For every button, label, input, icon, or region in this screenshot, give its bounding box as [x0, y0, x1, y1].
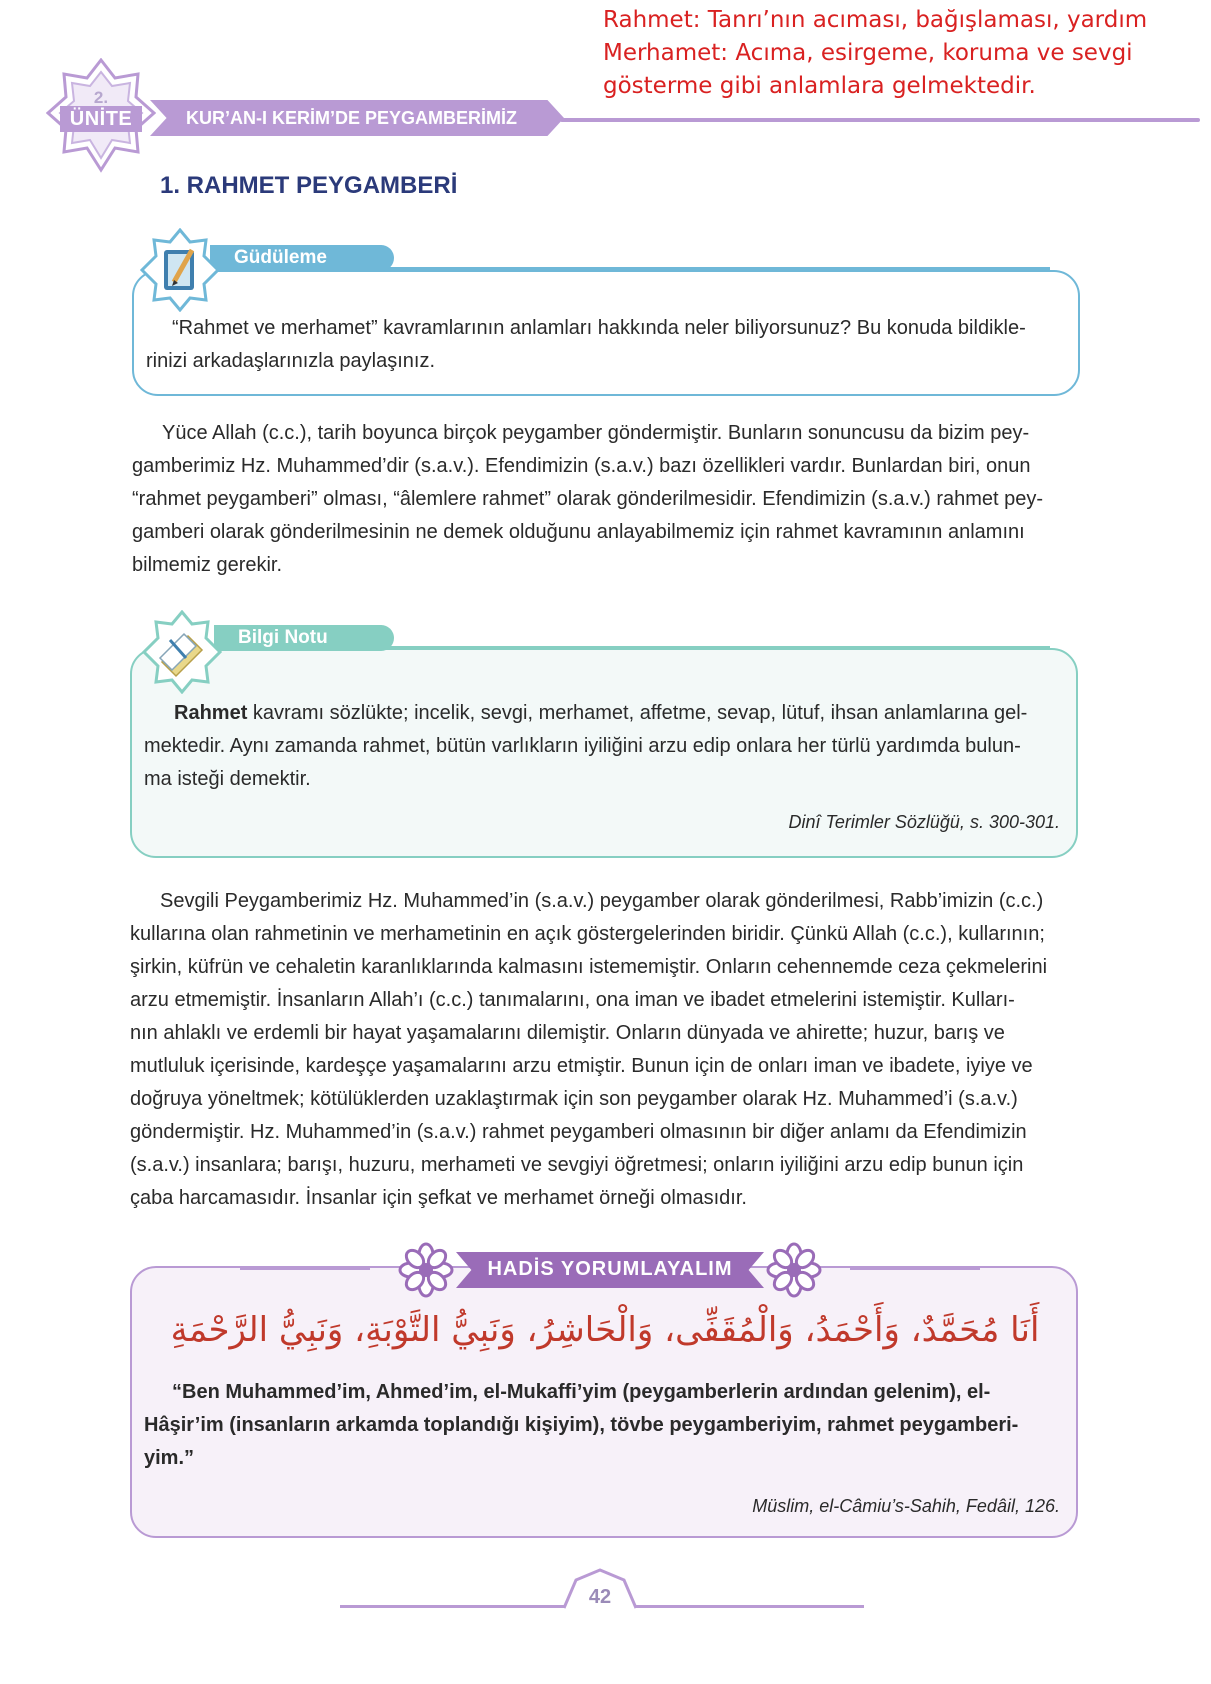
- text-line: [144, 697, 1064, 730]
- note-paper-icon: [140, 610, 224, 694]
- body-paragraph: [130, 885, 1074, 1215]
- footer-line-right: [634, 1605, 864, 1608]
- bilgi-notu-tab-line: [360, 646, 1050, 649]
- text-line: “rahmet peygamberi” olması, “âlemlere rahmet” olarak gönderilmesidir. Efendimizin (s.a.v.) rahmet pey-: [132, 488, 1044, 510]
- guduleme-text: [146, 312, 1058, 378]
- text-line: gamberi olarak gönderilmesinin ne demek olduğunu anlayabilmemiz için rahmet kavramının anlamını: [132, 521, 1025, 543]
- text-line: Yüce Allah (c.c.), tarih boyunca birçok peygamber göndermiştir. Bunların sonuncusu da bizim pey-: [162, 422, 1030, 444]
- text-line: şirkin, küfrün ve cehaletin karanlıklarında kalmasını istememiştir. Onların cehennemde ceza çekmelerini: [130, 956, 1048, 978]
- text-line: mektedir. Aynı zamanda rahmet, bütün varlıkların iyiliğini arzu edip onlara her türlü yardımda bulun-: [144, 735, 1021, 757]
- text-line: “Rahmet ve merhamet” kavramlarının anlamları hakkında neler biliyorsunuz? Bu konuda bildikle-: [172, 317, 1026, 339]
- note-line: Merhamet: Acıma, esirgeme, koruma ve sevgi: [603, 40, 1133, 66]
- text-line: doğruya yöneltmek; kötülüklerden uzaklaştırmak için son peygamber olarak Hz. Muhammed’i (s.a.v.): [130, 1088, 1018, 1110]
- bilgi-notu-source: Dinî Terimler Sözlüğü, s. 300-301.: [788, 812, 1060, 832]
- text-line: ma isteği demektir.: [144, 768, 311, 790]
- unit-title: KUR’AN-I KERİM’DE PEYGAMBERİMİZ: [186, 108, 518, 128]
- unit-label: ÜNİTE: [69, 108, 133, 130]
- text-line: rinizi arkadaşlarınızla paylaşınız.: [146, 350, 436, 372]
- bilgi-notu-text: [144, 697, 1064, 796]
- unit-number: 2.: [93, 88, 109, 107]
- text-line: arzu etmemiştir. İnsanların Allah’ı (c.c.) tanımalarını, ona iman ve ibadet etmelerini istemiştir. Kulları-: [130, 989, 1015, 1011]
- text-line: (s.a.v.) insanlara; barışı, huzuru, merhameti ve sevgiyi öğretmesi; onların iyiliğini arzu edip bunun için: [130, 1154, 1024, 1176]
- text-line: mutluluk içerisinde, kardeşçe yaşamalarını arzu etmiştir. Bunun için de onları iman ve ibadete, iyiye ve: [130, 1055, 1033, 1077]
- text-line: bilmemiz gerekir.: [132, 554, 283, 576]
- text-line: nın ahlaklı ve erdemli bir hayat yaşamalarını dilemiştir. Onların dünyada ve ahirette; huzur, barış ve: [130, 1022, 1005, 1044]
- text-line: Hâşir’im (insanların arkamda toplandığı kişiyim), tövbe peygamberiyim, rahmet peygamberi-: [144, 1414, 1019, 1436]
- text-span: kavramı sözlükte; incelik, sevgi, merhamet, affetme, sevap, lütuf, ihsan anlamlarına gel-: [247, 702, 1028, 724]
- footer-line-left: [340, 1605, 566, 1608]
- bold-term: Rahmet: [174, 702, 248, 724]
- text-line: “Ben Muhammed’im, Ahmed’im, el-Mukaffi’yim (peygamberlerin ardından gelenim), el-: [172, 1381, 991, 1403]
- text-line: çaba harcamasıdır. İnsanlar için şefkat ve merhamet örneği olmasıdır.: [130, 1187, 747, 1209]
- text-line: gamberimiz Hz. Muhammed’dir (s.a.v.). Efendimizin (s.a.v.) bazı özellikleri vardır. Bunlardan biri, onun: [132, 455, 1031, 477]
- flower-ornament-icon: [766, 1242, 822, 1298]
- flower-ornament-icon: [398, 1242, 454, 1298]
- guduleme-title: Güdüleme: [210, 245, 394, 271]
- hadis-arabic: أَنَا مُحَمَّدٌ، وَأَحْمَدُ، وَالْمُقَفِّى، وَالْحَاشِرُ، وَنَبِيُّ التَّوْبَةِ، وَنَبِيُّ الرَّحْمَةِ: [170, 1310, 1040, 1350]
- header-divider: [560, 118, 1200, 122]
- text-line: göndermiştir. Hz. Muhammed’in (s.a.v.) rahmet peygamberi olmasının bir diğer anlamı da Efendimizin: [130, 1121, 1027, 1143]
- note-line: Rahmet: Tanrı’nın acıması, bağışlaması, yardım: [603, 7, 1148, 33]
- intro-paragraph: [132, 417, 1076, 582]
- bilgi-notu-title: Bilgi Notu: [214, 625, 394, 651]
- page-number: 42: [588, 1586, 612, 1608]
- hadis-title: HADİS YORUMLAYALIM: [487, 1258, 733, 1280]
- hadis-divider-right: [850, 1268, 980, 1270]
- hadis-translation: [144, 1376, 1062, 1475]
- section-title: 1. RAHMET PEYGAMBERİ: [160, 172, 458, 199]
- text-line: kullarına olan rahmetinin ve merhametinin en açık göstergelerinden biridir. Çünkü Allah (c.c.), kullarının;: [130, 923, 1045, 945]
- pencil-notebook-icon: [138, 228, 222, 312]
- text-line: yim.”: [144, 1447, 195, 1469]
- hadis-divider-left: [240, 1268, 370, 1270]
- handwritten-note: [603, 4, 1203, 103]
- guduleme-tab-line: [360, 267, 1050, 270]
- hadis-source: Müslim, el-Câmiu’s-Sahih, Fedâil, 126.: [752, 1496, 1060, 1516]
- text-line: Sevgili Peygamberimiz Hz. Muhammed’in (s.a.v.) peygamber olarak gönderilmesi, Rabb’imizin (c.c.): [160, 890, 1044, 912]
- note-line: gösterme gibi anlamlara gelmektedir.: [603, 73, 1036, 99]
